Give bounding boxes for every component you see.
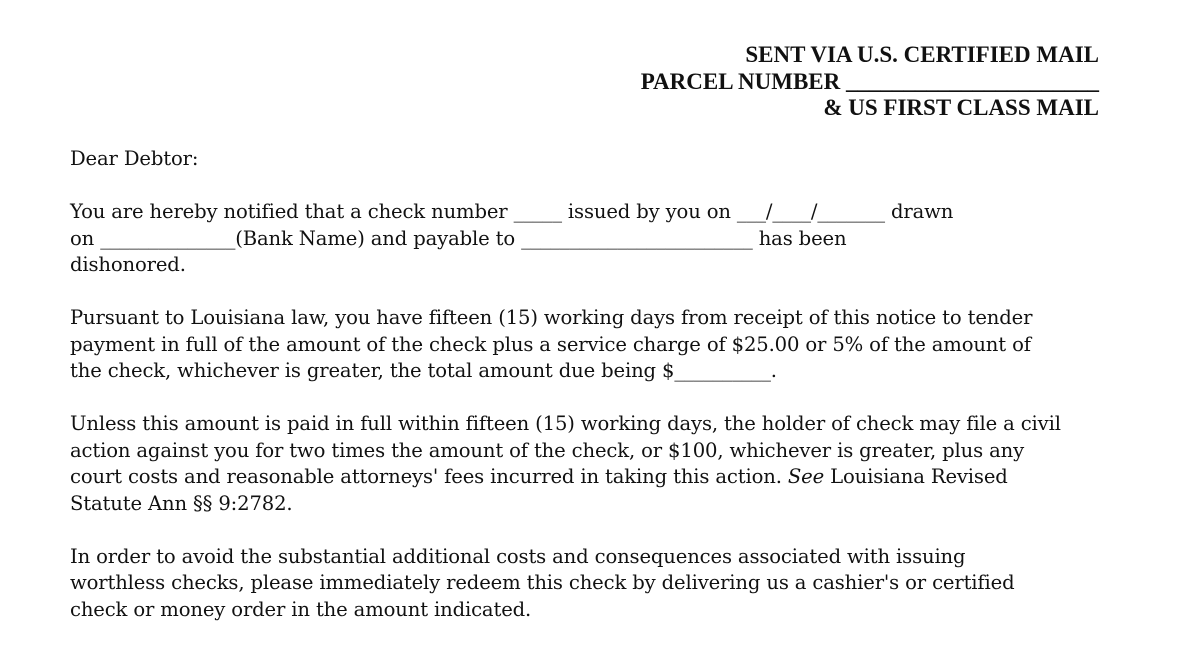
line-text: Louisiana Revised (824, 465, 1008, 488)
paragraph-line: Unless this amount is paid in full within fifteen (15) working days, the holder of check may file a civil (70, 412, 1061, 435)
certified-mail-line: SENT VIA U.S. CERTIFIED MAIL (745, 42, 1099, 67)
statute-citation-line: Statute Ann §§ 9:2782. (70, 491, 293, 515)
letter-body (70, 146, 1120, 650)
civil-action-paragraph (70, 411, 1120, 517)
redeem-check-paragraph (70, 544, 1120, 624)
paragraph-line: payment in full of the amount of the check plus a service charge of $25.00 or 5% of the amount of (70, 332, 1031, 356)
paragraph-line (70, 464, 1120, 491)
mailing-header (641, 42, 1099, 122)
parcel-number-line: PARCEL NUMBER ______________________ (640, 68, 1099, 94)
paragraph-line: You are hereby notified that a check number _____ issued by you on ___/____/_______ drawn (70, 200, 954, 223)
paragraph-line: check or money order in the amount indicated. (70, 597, 532, 621)
paragraph-line: Pursuant to Louisiana law, you have fifteen (15) working days from receipt of this notice to tender (70, 306, 1033, 329)
paragraph-line: worthless checks, please immediately redeem this check by delivering us a cashier's or certified (70, 571, 1015, 594)
see-citation-signal: See (787, 465, 825, 488)
first-class-mail-line: & US FIRST CLASS MAIL (823, 95, 1099, 120)
dishonored-check-paragraph (70, 199, 1120, 279)
louisiana-law-paragraph (70, 305, 1120, 385)
paragraph-line: dishonored. (70, 253, 186, 276)
paragraph-line: on ______________(Bank Name) and payable to ________________________ has been (70, 226, 847, 250)
salutation: Dear Debtor: (70, 147, 199, 170)
paragraph-line: the check, whichever is greater, the total amount due being $__________. (70, 359, 777, 382)
paragraph-line: action against you for two times the amount of the check, or $100, whichever is greater, plus any (70, 438, 1025, 462)
line-text: court costs and reasonable attorneys' fees incurred in taking this action. (70, 465, 788, 488)
paragraph-line: In order to avoid the substantial additional costs and consequences associated with issuing (70, 544, 966, 568)
